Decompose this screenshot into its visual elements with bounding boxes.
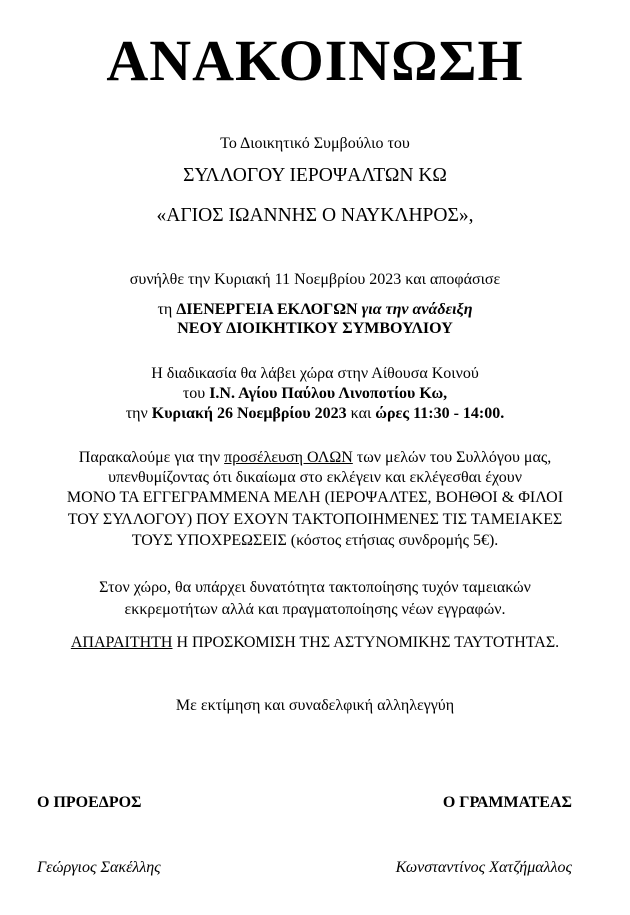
attendance-suffix: των μελών του Συλλόγου μας, <box>352 449 552 466</box>
venue-line-3 <box>0 404 630 424</box>
venue-line-1: Η διαδικασία θα λάβει χώρα στην Αίθουσα Κοινού <box>151 365 479 382</box>
closing-line: Με εκτίμηση και συναδελφική αλληλεγγύη <box>175 697 455 714</box>
decision-line-2 <box>0 300 630 320</box>
intro-line: Το Διοικητικό Συμβούλιο του <box>220 135 410 152</box>
new-board-line: ΝΕΟΥ ΔΙΟΙΚΗΤΙΚΟΥ ΣΥΜΒΟΥΛΙΟΥ <box>177 320 453 337</box>
secretary-name: Κωνσταντίνος Χατζήμαλλος <box>395 859 572 876</box>
president-name: Γεώργιος Σακέλλης <box>37 859 161 876</box>
election-date: Κυριακή 26 Νοεμβρίου 2023 <box>151 405 347 422</box>
page-title: ΑΝΑΚΟΙΝΩΣΗ <box>106 28 524 93</box>
date-prefix: την <box>125 405 152 422</box>
id-notice-required: ΑΠΑΡΑΙΤΗΤΗ <box>70 634 173 651</box>
attendance-line-5: ΤΟΥΣ ΥΠΟΧΡΕΩΣΕΙΣ (κόστος ετήσιας συνδρομής 5€). <box>131 532 499 549</box>
id-notice-text: Η ΠΡΟΣΚΟΜΙΣΗ ΤΗΣ ΑΣΤΥΝΟΜΙΚΗΣ ΤΑΥΤΟΤΗΤΑΣ. <box>172 634 560 651</box>
attendance-highlight: προσέλευση ΟΛΩΝ <box>224 449 353 466</box>
secretary-title: Ο ΓΡΑΜΜΑΤΕΑΣ <box>442 794 572 811</box>
payments-line-2: εκκρεμοτήτων αλλά και πραγματοποίησης νέων εγγραφών. <box>124 601 506 618</box>
church-name: Ι.Ν. Αγίου Παύλου Λινοποτίου Κω, <box>209 385 448 402</box>
id-notice <box>0 633 630 653</box>
decision-text: τη <box>157 301 177 318</box>
president-title: Ο ΠΡΟΕΔΡΟΣ <box>37 794 142 811</box>
attendance-line-4: ΤΟΥ ΣΥΛΛΟΓΟΥ) ΠΟΥ ΕΧΟΥΝ ΤΑΚΤΟΠΟΙΗΜΕΝΕΣ ΤΙΣ ΤΑΜΕΙΑΚΕΣ <box>67 511 563 528</box>
date-connector: και <box>346 405 376 422</box>
attendance-prefix: Παρακαλούμε για την <box>78 449 225 466</box>
attendance-line-2: υπενθυμίζοντας ότι δικαίωμα στο εκλέγειν και εκλέγεσθαι έχουν <box>108 469 522 486</box>
association-patron: «ΑΓΙΟΣ ΙΩΑΝΝΗΣ Ο ΝΑΥΚΛΗΡΟΣ», <box>156 205 474 226</box>
venue-prefix: του <box>182 385 210 402</box>
association-name: ΣΥΛΛΟΓΟΥ ΙΕΡΟΨΑΛΤΩΝ ΚΩ <box>183 165 447 186</box>
attendance-line-3: ΜΟΝΟ ΤΑ ΕΓΓΕΓΡΑΜΜΕΝΑ ΜΕΛΗ (ΙΕΡΟΨΑΛΤΕΣ, ΒΟΗΘΟΙ & ΦΙΛΟΙ <box>66 489 564 506</box>
payments-line-1: Στον χώρο, θα υπάρχει δυνατότητα τακτοποίησης τυχόν ταμειακών <box>99 579 531 596</box>
venue-line-2 <box>0 384 630 404</box>
elections-highlight: ΔΙΕΝΕΡΓΕΙΑ ΕΚΛΟΓΩΝ <box>176 301 358 318</box>
decision-line-1: συνήλθε την Κυριακή 11 Νοεμβρίου 2023 και αποφάσισε <box>129 271 501 288</box>
decision-purpose: για την ανάδειξη <box>357 301 473 318</box>
attendance-line-1 <box>0 448 630 468</box>
election-hours: ώρες 11:30 - 14:00. <box>375 405 505 422</box>
